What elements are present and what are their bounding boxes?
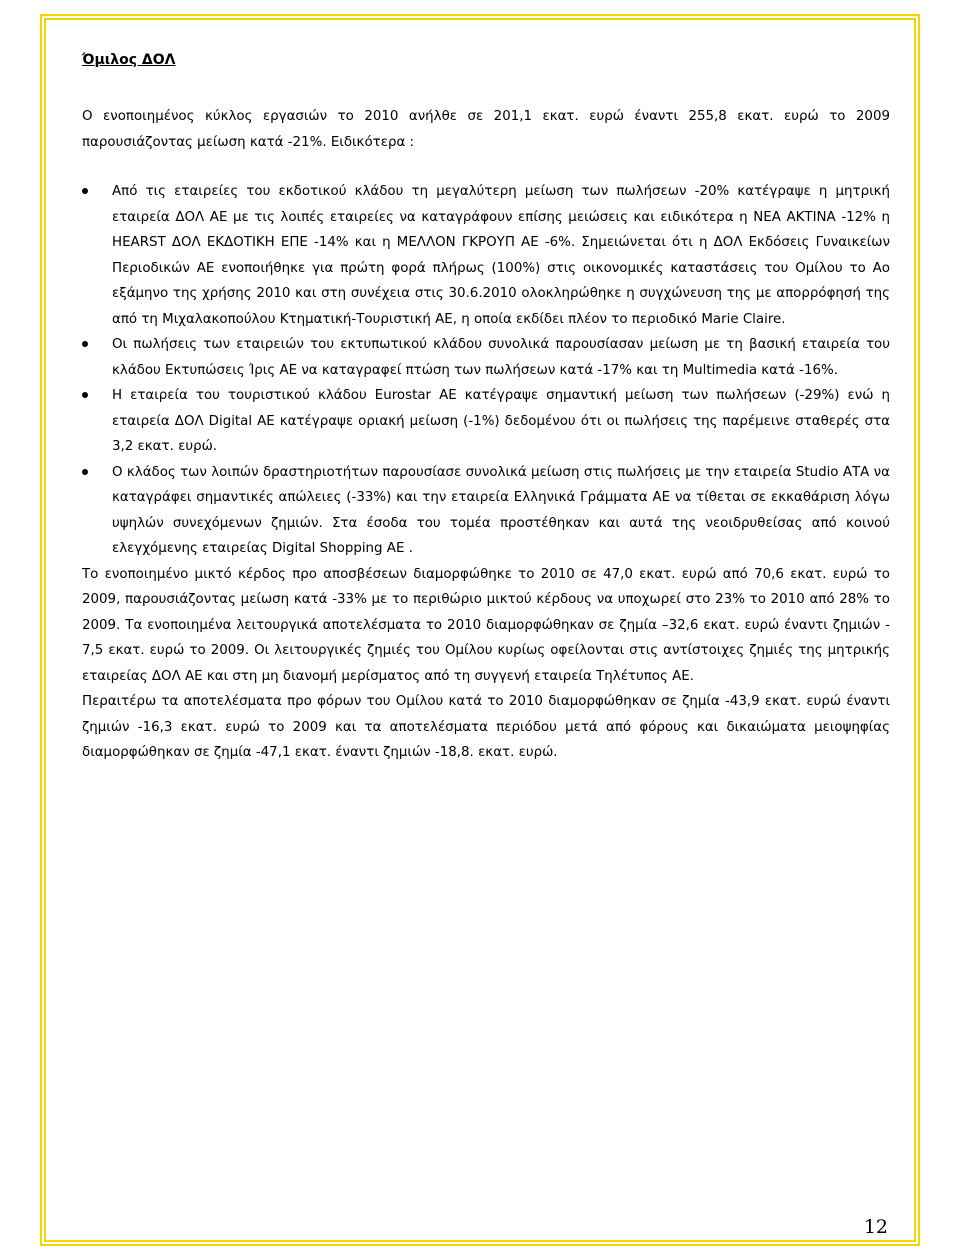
document-body	[82, 38, 890, 766]
list-item-text: Οι πωλήσεις των εταιρειών του εκτυπωτικού κλάδου συνολικά παρουσίασαν μείωση με τη βασική εταιρεία του κλάδου Εκτυπώσεις Ίρις ΑΕ να καταγραφεί πτώση των πωλήσεων κατά -17% και τη Multimedia κατά -16%.	[112, 337, 890, 378]
bullet-icon	[82, 188, 88, 194]
bullet-icon	[82, 469, 88, 475]
list-item	[82, 460, 890, 562]
list-item	[82, 332, 890, 383]
gross-profit-paragraph: Το ενοποιημένο μικτό κέρδος προ αποσβέσεων διαμορφώθηκε το 2010 σε 47,0 εκατ. ευρώ από 70,6 εκατ. ευρώ το 2009, παρουσιάζοντας μείωση κατά -33% με το περιθώριο μικτού κέρδους να υποχωρεί στο 23% το 2010 από 28% το 2009. Τα ενοποιημένα λειτουργικά αποτελέσματα το 2010 διαμορφώθηκαν σε ζημία –32,6 εκατ. ευρώ έναντι ζημιών - 7,5 εκατ. ευρώ το 2009. Οι λειτουργικές ζημιές του Ομίλου κυρίως οφείλονται στις αντίστοιχες ζημιές της μητρικής εταιρείας ΔΟΛ ΑΕ και στη μη διανομή μερίσματος από τη συγγενή εταιρεία Τηλέτυπος ΑΕ.	[82, 566, 890, 684]
bullet-icon	[82, 341, 88, 347]
list-item-text: Από τις εταιρείες του εκδοτικού κλάδου τη μεγαλύτερη μείωση των πωλήσεων -20% κατέγραψε η μητρική εταιρεία ΔΟΛ ΑΕ με τις λοιπές εταιρείες να καταγράφουν επίσης μειώσεις και ειδικότερα η ΝΕΑ ΑΚΤΙΝΑ -12% η HEARST ΔΟΛ ΕΚΔΟΤΙΚΗ ΕΠΕ -14% και η ΜΕΛΛΟΝ ΓΚΡΟΥΠ ΑΕ -6%. Σημειώνεται ότι η ΔΟΛ Εκδόσεις Γυναικείων Περιοδικών ΑΕ ενοποιήθηκε για πρώτη φορά πλήρως (100%) στις οικονομικές καταστάσεις του Ομίλου το Αο εξάμηνο της χρήσης 2010 και στη συνέχεια στις 30.6.2010 ολοκληρώθηκε η συγχώνευση της με απορρόφησή της από τη Μιχαλακοπούλου Κτηματική-Τουριστική ΑΕ, η οποία εκδίδει πλέον το περιοδικό Marie Claire.	[112, 184, 890, 327]
results-paragraph: Περαιτέρω τα αποτελέσματα προ φόρων του Ομίλου κατά το 2010 διαμορφώθηκαν σε ζημία -43,9 εκατ. ευρώ έναντι ζημιών -16,3 εκατ. ευρώ το 2009 και τα αποτελέσματα περιόδου μετά από φόρους και δικαιώματα μειοψηφίας διαμορφώθηκαν σε ζημία -47,1 εκατ. έναντι ζημιών -18,8. εκατ. ευρώ.	[82, 694, 890, 760]
list-item	[82, 383, 890, 460]
bullet-icon	[82, 392, 88, 398]
list-item-text: Ο κλάδος των λοιπών δραστηριοτήτων παρουσίασε συνολικά μείωση στις πωλήσεις με την εταιρεία Studio ΑΤΑ να καταγράφει σημαντικές απώλειες (-33%) και την εταιρεία Ελληνικά Γράμματα ΑΕ να τίθεται σε εκκαθάριση λόγω υψηλών συνεχόμενων ζημιών. Στα έσοδα του τομέα προστέθηκαν και αυτά της νεοιδρυθείσας από κοινού ελεγχόμενης εταιρείας Digital Shopping AE .	[112, 464, 890, 556]
section-heading: Όμιλος ΔΟΛ	[82, 52, 176, 68]
intro-paragraph: Ο ενοποιημένος κύκλος εργασιών το 2010 ανήλθε σε 201,1 εκατ. ευρώ έναντι 255,8 εκατ. ευρώ το 2009 παρουσιάζοντας μείωση κατά -21%. Ειδικότερα :	[82, 109, 890, 150]
list-item	[82, 179, 890, 332]
list-item-text: Η εταιρεία του τουριστικού κλάδου Eurostar ΑΕ κατέγραψε σημαντική μείωση των πωλήσεων (-29%) ενώ η εταιρεία ΔΟΛ Digital ΑΕ κατέγραψε οριακή μείωση (-1%) δεδομένου ότι οι πωλήσεις της παρέμεινε σταθερές στα 3,2 εκατ. ευρώ.	[112, 388, 890, 454]
bullet-list	[82, 179, 890, 562]
page-number: 12	[863, 1216, 888, 1238]
